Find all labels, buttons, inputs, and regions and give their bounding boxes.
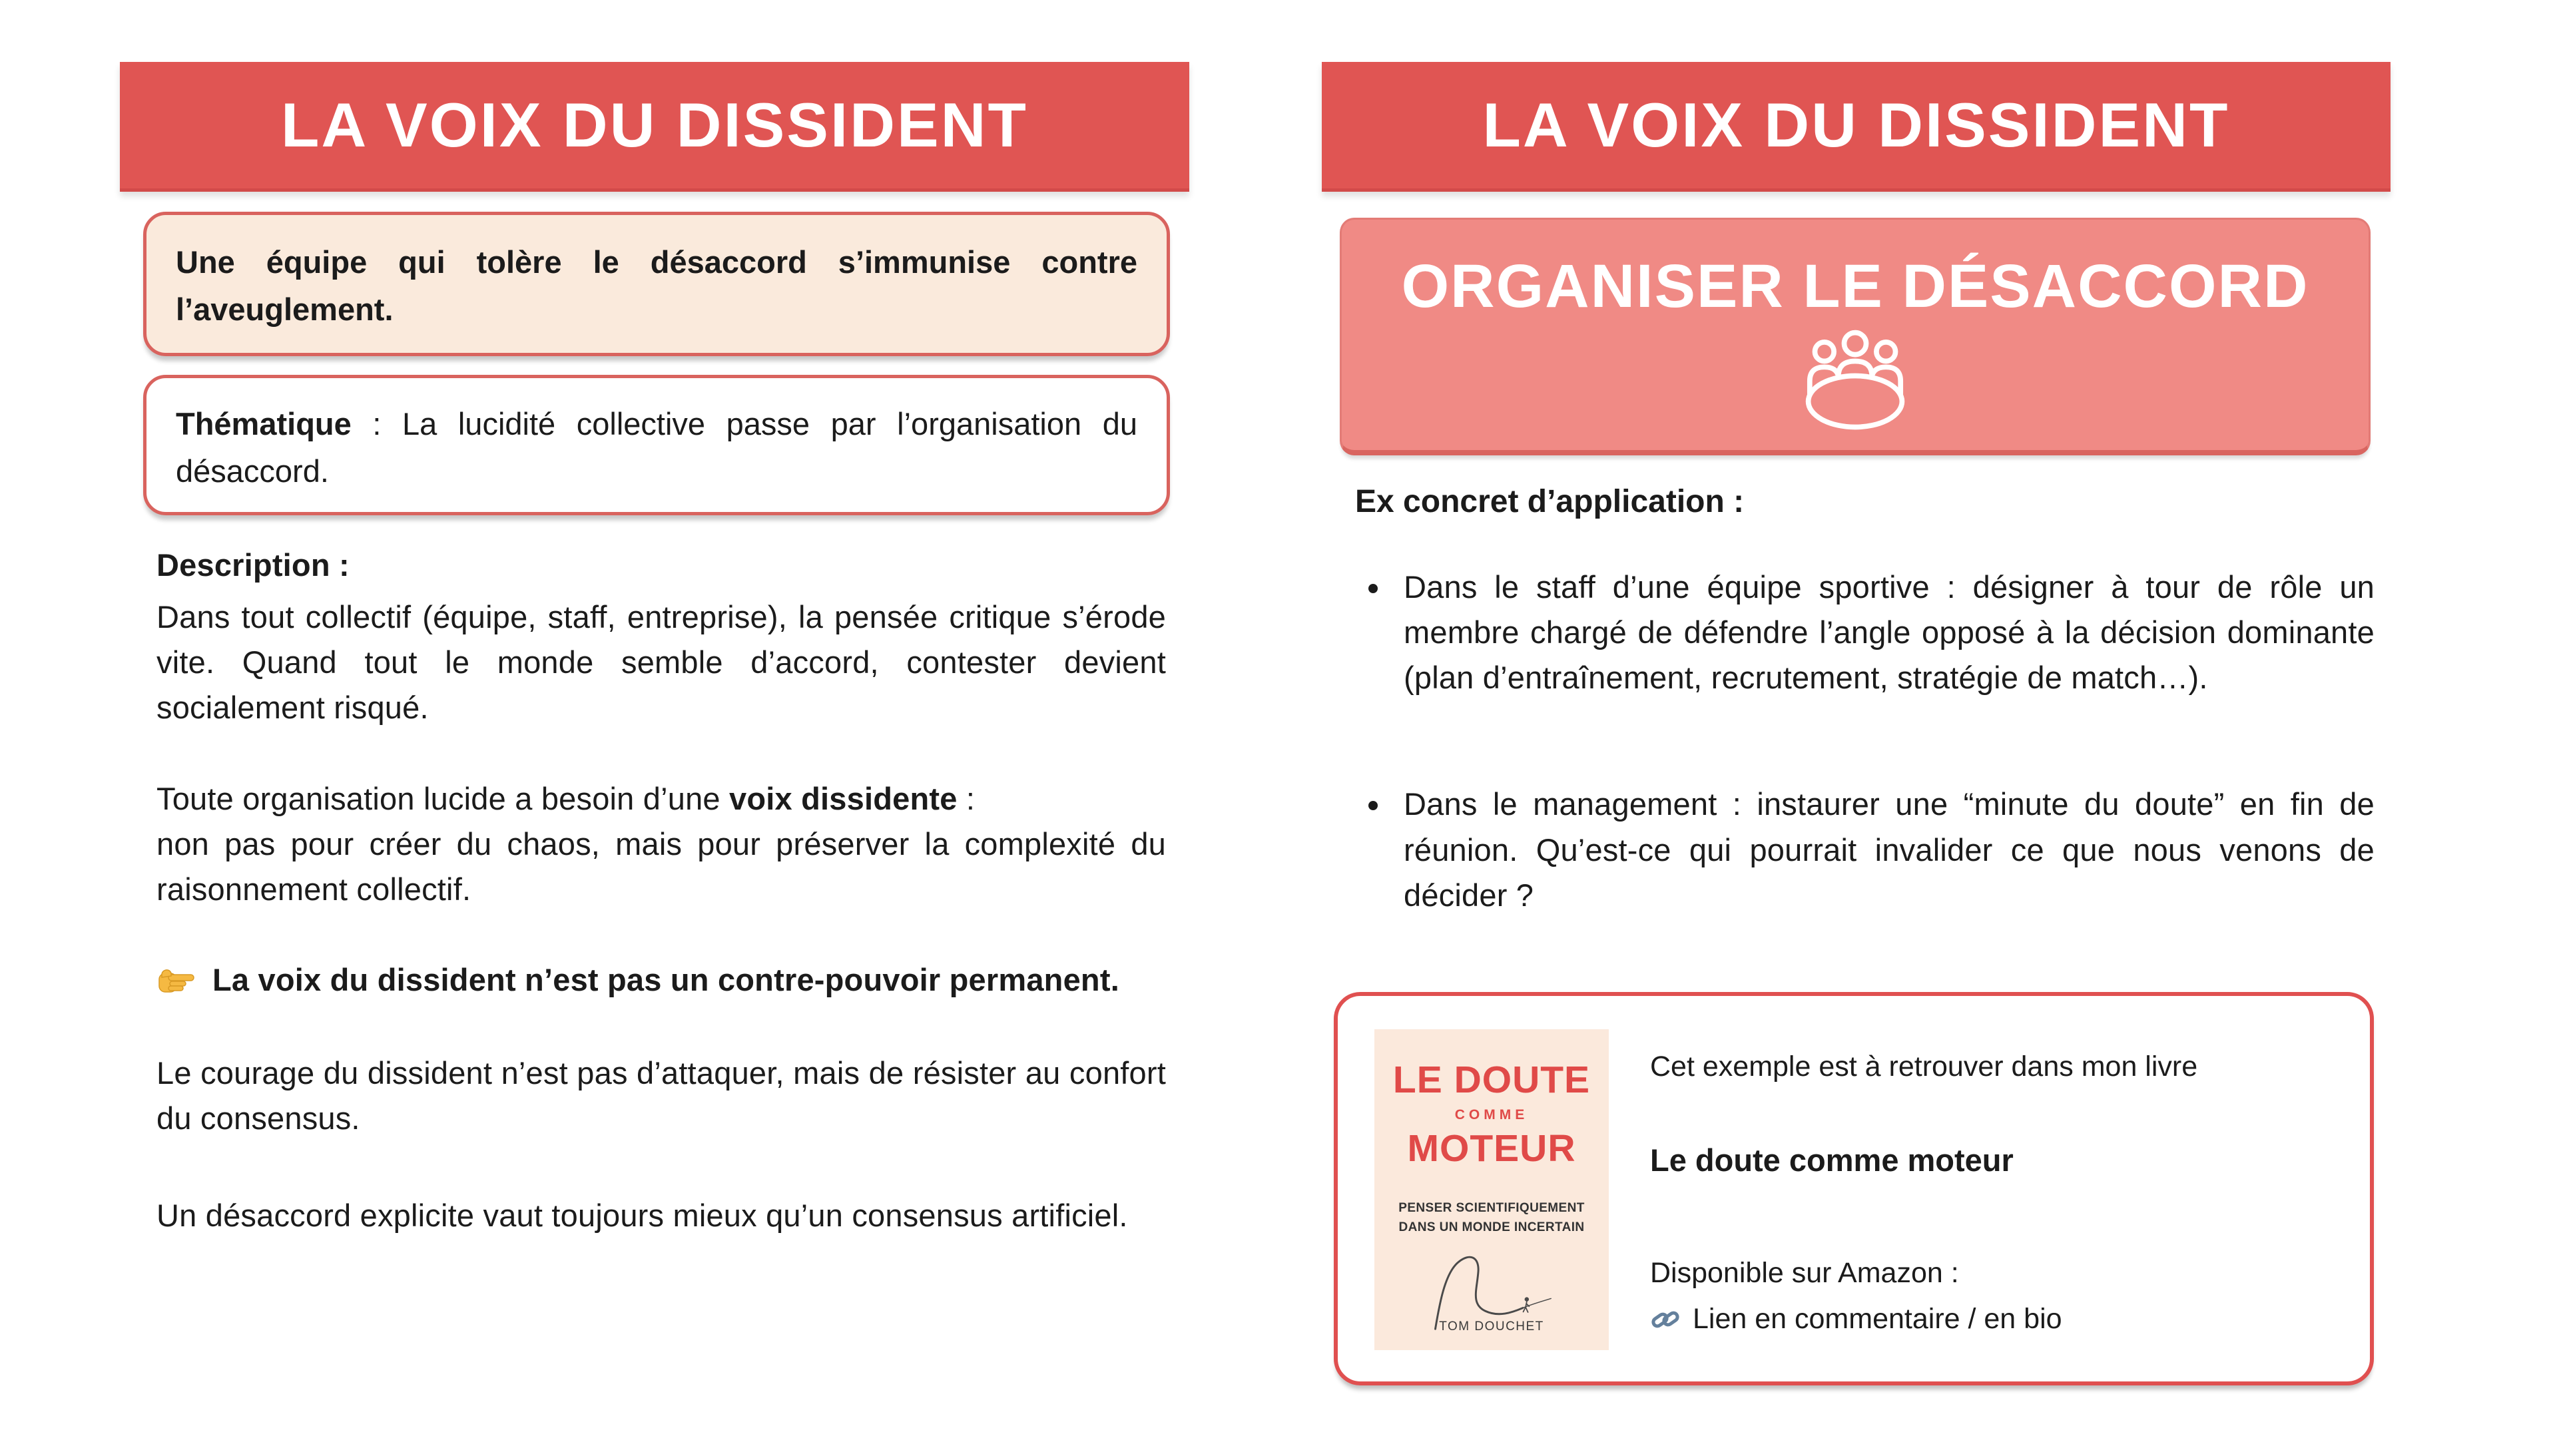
example-item-management: • Dans le management : instaurer une “minute du doute” en fin de réunion. Qu’est-ce qui pourrait invalider ce que nous venons de décider ? — [1392, 782, 2375, 917]
topic-title: ORGANISER LE DÉSACCORD — [1401, 252, 2309, 320]
book-promo-box — [1334, 992, 2374, 1385]
pointer-callout: La voix du dissident n’est pas un contre-pouvoir permanent. — [156, 957, 1166, 1003]
topic-box — [1340, 218, 2371, 455]
book-cover-title-line2: COMME — [1454, 1107, 1529, 1122]
description-para-3: Le courage du dissident n’est pas d’attaquer, mais de résister au confort du consensus. — [156, 1055, 1166, 1136]
description-para-1: Dans tout collectif (équipe, staff, entreprise), la pensée critique s’érode vite. Quand tout le monde semble d’accord, contester devient socialement risqué. — [156, 599, 1166, 726]
book-cover-subtitle: PENSER SCIENTIFIQUEMENT DANS UN MONDE INCERTAIN — [1398, 1201, 1585, 1235]
description-section — [156, 543, 1166, 1239]
left-slide-header — [120, 62, 1189, 192]
book-cover-title-line1: LE DOUTE — [1392, 1059, 1591, 1101]
meeting-table-icon — [1797, 328, 1914, 431]
description-para-4: Un désaccord explicite vaut toujours mieux qu’un consensus artificiel. — [156, 1198, 1128, 1234]
book-cover-title-line3: MOTEUR — [1407, 1127, 1576, 1170]
right-slide-header — [1322, 62, 2391, 192]
book-cover-author: TOM DOUCHET — [1439, 1320, 1544, 1334]
link-icon — [1650, 1304, 1681, 1335]
description-para-2: Toute organisation lucide a besoin d’une voix dissidente : non pas pour créer du chaos, mais pour préserver la complexité du raisonnement collectif. — [156, 780, 1166, 907]
pointing-right-icon — [156, 964, 195, 995]
description-heading: Description : — [156, 547, 350, 583]
right-slide-title: LA VOIX DU DISSIDENT — [1482, 90, 2230, 160]
theme-text: Thématique : La lucidité collective passe par l’organisation du désaccord. — [176, 406, 1137, 489]
book-info-line1: Cet exemple est à retrouver dans mon livre — [1650, 1051, 2198, 1083]
book-cover — [1374, 1029, 1609, 1350]
hook-text: Une équipe qui tolère le désaccord s’immunise contre l’aveuglement. — [176, 244, 1137, 327]
example-item-sport: • Dans le staff d’une équipe sportive : désigner à tour de rôle un membre chargé de défendre l’angle opposé à la décision dominante (plan d’entraînement, recrutement, stratégie de match…). — [1392, 565, 2375, 700]
theme-label: Thématique — [176, 406, 352, 441]
examples-heading: Ex concret d’application : — [1355, 484, 1745, 519]
book-info — [1650, 1029, 2197, 1348]
examples-list — [1364, 565, 2375, 999]
book-title: Le doute comme moteur — [1650, 1142, 2014, 1178]
book-link-line: Lien en commentaire / en bio — [1650, 1303, 2197, 1335]
theme-box — [143, 375, 1170, 515]
left-slide-title: LA VOIX DU DISSIDENT — [281, 90, 1028, 160]
book-availability: Disponible sur Amazon : — [1650, 1257, 1959, 1289]
hook-box — [143, 212, 1170, 356]
